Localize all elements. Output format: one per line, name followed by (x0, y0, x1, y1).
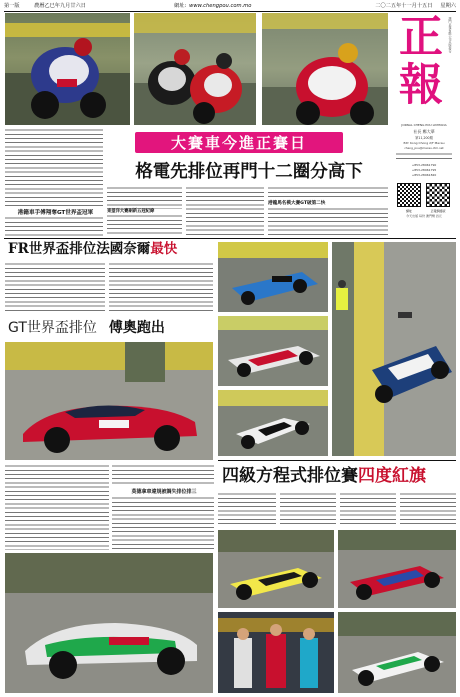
fr-col-2 (109, 262, 213, 314)
website-label: 網址: (174, 3, 187, 9)
f4-col-2 (280, 492, 336, 526)
top-story-col-4b (268, 207, 388, 236)
f4-col-4 (400, 492, 456, 526)
page-label: 第一版 (4, 3, 20, 9)
fr-crash-photo (332, 242, 456, 456)
top-story-subhead-3: 港籍車手傅翔奪GT世界盃冠軍 (17, 210, 94, 216)
moto-photo-1 (5, 13, 130, 125)
section-rule-1 (4, 238, 456, 239)
f4-col-3 (340, 492, 396, 526)
gt-col-2a (112, 464, 214, 486)
gt-headline (8, 317, 213, 337)
banner-title-text: 大賽車今進正賽日 (170, 134, 307, 152)
top-story-headline: 格電先排位再門十二圈分高下 (135, 162, 363, 182)
masthead-issue-label: 社長 鄭大華 (413, 129, 435, 134)
top-story-left-col (5, 128, 103, 208)
f4-car-photo-1 (218, 530, 334, 608)
gt-col-1 (5, 464, 109, 550)
fr-headline (8, 240, 218, 258)
top-story-col-2b (107, 214, 182, 236)
f4-podium-photo (218, 612, 334, 693)
masthead-side-text: 澳門正報有限公司出版發行 (448, 17, 452, 53)
lunar-date: 農曆乙巳年九月廿六日 (34, 3, 86, 9)
f4-headline-highlight: 四度紅旗 (358, 466, 426, 486)
banner-title (135, 132, 343, 153)
moto-photo-3 (262, 13, 388, 125)
masthead (392, 13, 456, 223)
header-rule (4, 11, 456, 12)
masthead-phone-1: +853-28961790 (411, 163, 437, 167)
f4-headline-main: 四級方程式排位賽 (222, 466, 358, 486)
gt-subhead: 莫德拿車違規被調失排位排三 (131, 489, 197, 495)
masthead-fax: +853-28961820 (411, 173, 437, 177)
fr-headline-highlight: 最快 (150, 241, 178, 257)
top-story-left-col-2 (5, 216, 103, 236)
qr-label-1: 網址 (405, 209, 412, 213)
gt-lambo-photo (5, 553, 213, 693)
fr-car-photo-3 (218, 390, 328, 456)
f4-car-photo-3 (338, 612, 456, 693)
top-story-col-2 (107, 186, 182, 209)
website-link[interactable]: www.chengpou.com.mo (189, 2, 252, 9)
masthead-info-lines (396, 152, 452, 162)
fr-headline-main: FR世界盃排位法國奈爾 (8, 241, 151, 257)
masthead-company: JORNAL CHENG POU LIMITADA (401, 123, 447, 127)
qr-label-2: 正報網絡版 (430, 209, 446, 213)
top-story-col-3 (186, 186, 264, 236)
qr-caption: 今天出版 每份 澳門幣 四元 (406, 214, 442, 218)
qr-code-2[interactable] (426, 183, 450, 207)
page-header (4, 1, 456, 10)
masthead-address: Edf. Kong Chong 2/F Macau (403, 141, 445, 145)
fr-car-photo-1 (218, 242, 328, 312)
f4-car-photo-2 (338, 530, 456, 608)
fr-car-photo-2 (218, 316, 328, 386)
date-text: 二〇二五年十一月十五日 (375, 3, 433, 9)
moto-photo-2 (134, 13, 256, 125)
qr-code-1[interactable] (397, 183, 421, 207)
masthead-issue-number: 第11,200期 (415, 136, 433, 140)
f4-top-rule (218, 460, 456, 461)
gt-headline-right: 傅奧跑出 (108, 320, 165, 336)
top-story-col-4 (268, 186, 388, 200)
top-story-subhead-2: 東望洋大賽刷新五冠紀錄 (107, 209, 155, 214)
masthead-phone-2: +853-28961795 (411, 168, 437, 172)
gt-ferrari-photo (5, 342, 213, 460)
top-story-subhead-4: 港龍馬名模大賽GT破第二快 (268, 201, 326, 206)
masthead-email[interactable]: cheng_pou@macau.ctm.net (404, 146, 444, 150)
weekday-text: 星期六 (440, 3, 456, 9)
gt-headline-left: GT世界盃排位 (8, 320, 97, 336)
fr-col-1 (5, 262, 105, 314)
gt-col-2b (112, 496, 214, 550)
f4-col-1 (218, 492, 276, 526)
f4-headline (222, 465, 454, 487)
masthead-title: 正報 (391, 13, 442, 109)
